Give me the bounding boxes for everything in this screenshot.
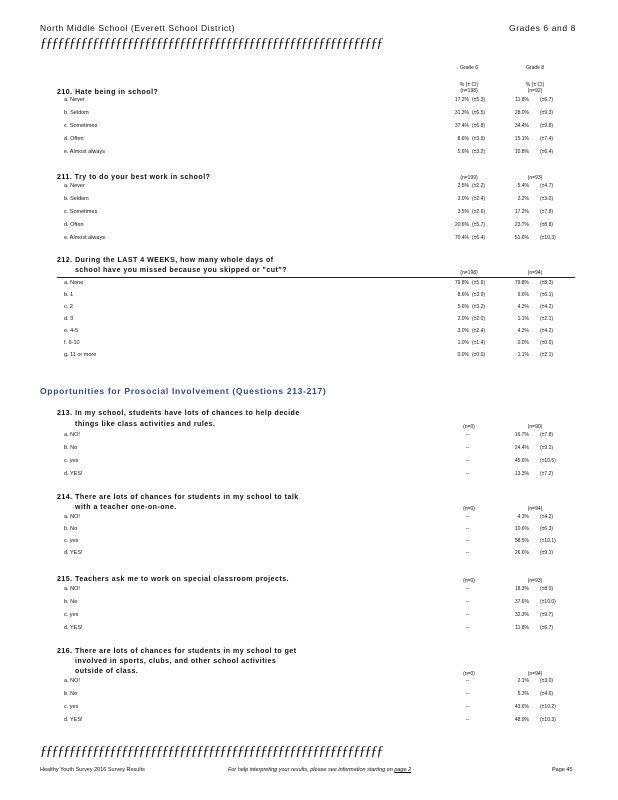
grade6-percent: 20.6%: [454, 222, 469, 228]
table-row: [0, 148, 618, 159]
divider-line: [57, 277, 575, 278]
grade6-percent: 70.4%: [454, 235, 469, 241]
grade6-percent: 2.5%: [457, 183, 469, 189]
grade8-percent: 10.8%: [514, 149, 529, 155]
table-row: [0, 624, 618, 635]
grade8-n: (n=92): [527, 88, 543, 94]
table-row: [0, 598, 618, 609]
question-title-line3: outside of class.: [75, 668, 139, 675]
option-label: b. 1: [64, 292, 74, 298]
table-row: [0, 109, 618, 120]
table-row: [0, 303, 618, 314]
option-label: b. No: [64, 691, 78, 697]
top-divider: ƒƒƒƒƒƒƒƒƒƒƒƒƒƒƒƒƒƒƒƒƒƒƒƒƒƒƒƒƒƒƒƒƒƒƒƒƒƒƒƒƒƒƒƒƒƒƒƒƒƒƒƒƒƒƒƒƒƒƒ: [40, 36, 383, 51]
grade8-ci: (±3.0): [540, 196, 554, 202]
grade8-ci: (±10.3): [540, 717, 556, 723]
table-row: [0, 135, 618, 146]
grade8-ci: (±4.6): [540, 691, 554, 697]
option-label: c. yes: [64, 612, 79, 618]
table-row: [0, 234, 618, 245]
grade8-percent: 45.6%: [514, 458, 529, 464]
option-label: b. Seldom: [64, 196, 89, 202]
table-row: [0, 537, 618, 548]
grade8-percent: 58.5%: [514, 538, 529, 544]
grade8-percent: 37.6%: [514, 599, 529, 605]
table-row: [0, 513, 618, 524]
grade8-percent: 23.7%: [514, 222, 529, 228]
grade8-percent: 4.3%: [517, 304, 529, 310]
table-row: [0, 195, 618, 206]
grade8-ci: (±6.7): [540, 97, 554, 103]
grade8-ci: (±10.3): [540, 235, 556, 241]
grade6-header: Grade 6: [459, 65, 479, 71]
option-label: a. NO!: [64, 586, 80, 592]
grade6-percent: 8.6%: [457, 136, 469, 142]
grade8-ci: (±3.0): [540, 678, 554, 684]
option-label: b. Seldom: [64, 110, 89, 116]
grade8-percent: 1.1%: [517, 316, 529, 322]
grade6-ci: (±6.8): [472, 123, 486, 129]
option-label: b. No: [64, 526, 78, 532]
grade8-percent: 15.1%: [514, 136, 529, 142]
grade8-ci: (±7.8): [540, 432, 554, 438]
option-label: a. NO!: [64, 432, 80, 438]
grade8-n: (n=94): [527, 506, 543, 512]
option-label: c. yes: [64, 538, 79, 544]
grade8-ci: (±6.7): [540, 625, 554, 631]
table-row: [0, 703, 618, 714]
grade6-percent: 31.3%: [454, 110, 469, 116]
grade8-ci: (±10.5): [540, 458, 556, 464]
grade8-percent: 1.1%: [517, 352, 529, 358]
grade6-percent: 3.0%: [457, 328, 469, 334]
question-title-line2: involved in sports, clubs, and other school activities: [75, 658, 277, 665]
grade6-percent: --: [465, 586, 469, 592]
grade8-percent: 11.8%: [515, 97, 529, 103]
grade6-percent: --: [465, 599, 469, 605]
table-row: [0, 677, 618, 688]
grade6-percent: 5.6%: [457, 149, 469, 155]
grade6-n: (n=0): [463, 506, 475, 512]
grade8-n: (n=94): [527, 671, 543, 677]
grade6-percent: --: [465, 514, 469, 520]
grade6-percent: 17.2%: [454, 97, 469, 103]
option-label: d. 3: [64, 316, 74, 322]
table-row: [0, 96, 618, 107]
grade8-ci: (±7.2): [540, 471, 554, 477]
grade6-ci: (±3.9): [472, 136, 486, 142]
grade6-percent: 0.0%: [457, 352, 469, 358]
grade8-percent: 2.2%: [517, 196, 529, 202]
table-row: [0, 315, 618, 326]
table-row: [0, 122, 618, 133]
grade6-ci: (±2.4): [472, 196, 486, 202]
grade6-percent: 3.5%: [457, 209, 469, 215]
section-title: Opportunities for Prosocial Involvement (Questions 213-217): [40, 386, 327, 396]
grade6-percent: 5.6%: [457, 304, 469, 310]
grade8-percent: 4.3%: [517, 514, 529, 520]
grade8-ci: (±7.4): [540, 136, 554, 142]
grade8-ci: (±4.2): [540, 514, 554, 520]
school-name: North Middle School (Everett School District): [40, 23, 236, 33]
grade6-n: (n=198): [460, 270, 478, 276]
option-label: a. None: [64, 280, 84, 286]
grade6-ci: (±2.4): [472, 328, 486, 334]
grade8-percent: 28.0%: [514, 110, 529, 116]
grade8-percent: 5.4%: [517, 183, 529, 189]
grade6-ci: (±1.4): [472, 340, 486, 346]
grade6-n: (n=0): [463, 424, 475, 430]
grade6-ci: (±6.5): [472, 110, 486, 116]
question-title-line2: school have you missed because you skipped or "cut"?: [75, 267, 287, 274]
grade8-ci: (±8.8): [540, 222, 554, 228]
option-label: d. YES!: [64, 625, 83, 631]
grade6-percent: 37.4%: [454, 123, 469, 129]
question-title: 210. Hate being in school?: [57, 89, 159, 96]
table-row: [0, 444, 618, 455]
grade8-percent: 13.3%: [514, 471, 529, 477]
table-row: [0, 291, 618, 302]
grade8-percent: 10.6%: [514, 526, 529, 532]
grade8-n: (n=90): [527, 424, 543, 430]
grade6-percent: --: [465, 538, 469, 544]
grade8-ci: (±4.2): [540, 304, 554, 310]
grade6-percent: 3.0%: [457, 196, 469, 202]
grade8-ci: (±9.8): [540, 123, 554, 129]
grade6-percent: 1.0%: [457, 340, 469, 346]
grade8-percent: 5.3%: [517, 691, 529, 697]
grade6-percent: --: [465, 612, 469, 618]
grade6-ci: (±5.6): [472, 280, 486, 286]
table-row: [0, 208, 618, 219]
question-title-line2: with a teacher one-on-one.: [75, 504, 177, 511]
table-row: [0, 690, 618, 701]
grade6-ci: (±6.4): [472, 235, 486, 241]
grade6-ci: (±2.2): [472, 183, 486, 189]
table-row: [0, 611, 618, 622]
table-row: [0, 470, 618, 481]
grade6-percent: --: [465, 550, 469, 556]
grade8-n: (n=94): [527, 270, 543, 276]
grade8-ci: (±8.0): [540, 586, 554, 592]
grade6-percent: --: [465, 625, 469, 631]
grade8-percent: 48.9%: [514, 717, 529, 723]
question-title: 216. There are lots of chances for students in my school to get: [57, 648, 297, 655]
page-link[interactable]: page 2: [394, 767, 412, 773]
grade8-percent: 34.4%: [514, 123, 529, 129]
grade8-percent: 4.3%: [517, 328, 529, 334]
grade6-percent: --: [465, 717, 469, 723]
grade6-percent: 8.6%: [457, 292, 469, 298]
table-row: [0, 716, 618, 727]
grade8-ci: (±10.2): [540, 704, 556, 710]
grade6-percent: --: [465, 678, 469, 684]
question-title: 215. Teachers ask me to work on special classroom projects.: [57, 576, 290, 583]
option-label: c. yes: [64, 704, 79, 710]
grade6-ci: (±2.0): [472, 316, 486, 322]
grade6-percent: --: [465, 432, 469, 438]
grade8-n: (n=93): [527, 175, 543, 181]
option-label: d. Often: [64, 136, 84, 142]
grade6-stat-header: % (± CI): [459, 82, 479, 88]
grade8-percent: 32.3%: [514, 612, 529, 618]
grade8-ci: (±4.7): [540, 183, 554, 189]
option-label: a. Never: [64, 97, 85, 103]
table-row: [0, 221, 618, 232]
question-title: 214. There are lots of chances for students in my school to talk: [57, 494, 299, 501]
grade6-ci: (±3.9): [472, 292, 486, 298]
grade8-ci: (±10.1): [540, 538, 556, 544]
grade8-ci: (±9.7): [540, 612, 554, 618]
footer-help-label: For help interpreting your results, please see information starting on: [228, 767, 393, 773]
grade8-ci: (±7.8): [540, 209, 554, 215]
option-label: c. Sometimes: [64, 209, 98, 215]
grade8-percent: 0.0%: [517, 340, 529, 346]
question-title: 211. Try to do your best work in school?: [57, 174, 211, 181]
grade8-percent: 26.6%: [514, 550, 529, 556]
grade8-percent: 17.2%: [514, 209, 529, 215]
table-row: [0, 457, 618, 468]
question-title-line2: things like class activities and rules.: [75, 421, 216, 428]
grade8-ci: (±10.0): [540, 599, 556, 605]
grade8-percent: 79.8%: [514, 280, 529, 286]
grade6-percent: --: [465, 704, 469, 710]
option-label: b. No: [64, 599, 78, 605]
grade8-ci: (±2.1): [540, 316, 554, 322]
option-label: e. Almost always: [64, 235, 105, 241]
option-label: d. YES!: [64, 471, 83, 477]
grade8-percent: 9.6%: [517, 292, 529, 298]
grades-label: Grades 6 and 8: [509, 23, 576, 33]
option-label: a. Never: [64, 183, 85, 189]
grade6-percent: 2.0%: [457, 316, 469, 322]
grade8-ci: (±9.3): [540, 110, 554, 116]
option-label: d. YES!: [64, 550, 83, 556]
grade8-ci: (±6.1): [540, 292, 554, 298]
table-row: [0, 525, 618, 536]
grade8-header: Grade 8: [525, 65, 545, 71]
option-label: f. 6-10: [64, 340, 80, 346]
grade8-ci: (±0.0): [540, 340, 554, 346]
grade8-stat-header: % (± CI): [525, 82, 545, 88]
grade8-percent: 24.4%: [514, 445, 529, 451]
grade6-n: (n=0): [463, 578, 475, 584]
grade6-ci: (±5.7): [472, 222, 486, 228]
option-label: a. NO!: [64, 514, 80, 520]
option-label: g. 11 or more: [64, 352, 97, 358]
grade8-percent: 43.6%: [514, 704, 529, 710]
option-label: b. No: [64, 445, 78, 451]
grade6-percent: --: [465, 526, 469, 532]
grade6-percent: --: [465, 458, 469, 464]
table-row: [0, 351, 618, 362]
grade8-n: (n=93): [527, 578, 543, 584]
grade8-ci: (±9.1): [540, 550, 554, 556]
footer-survey-name: Healthy Youth Survey 2016 Survey Results: [40, 767, 145, 773]
grade6-percent: 79.8%: [454, 280, 469, 286]
option-label: d. YES!: [64, 717, 83, 723]
table-row: [0, 549, 618, 560]
grade6-percent: --: [465, 445, 469, 451]
grade6-percent: --: [465, 691, 469, 697]
table-row: [0, 339, 618, 350]
grade6-n: (n=0): [463, 671, 475, 677]
grade8-ci: (±9.1): [540, 445, 554, 451]
option-label: d. Often: [64, 222, 84, 228]
grade6-n: (n=199): [460, 175, 478, 181]
grade8-ci: (±6.4): [540, 149, 554, 155]
table-row: [0, 585, 618, 596]
table-row: [0, 279, 618, 290]
option-label: c. 2: [64, 304, 73, 310]
grade8-percent: 16.7%: [514, 432, 529, 438]
option-label: e. Almost always: [64, 149, 105, 155]
question-title: 213. In my school, students have lots of chances to help decide: [57, 410, 300, 417]
option-label: e. 4-5: [64, 328, 79, 334]
option-label: c. Sometimes: [64, 123, 98, 129]
grade8-percent: 51.6%: [514, 235, 529, 241]
table-row: [0, 182, 618, 193]
grade8-ci: (±8.3): [540, 280, 554, 286]
option-label: a. NO!: [64, 678, 80, 684]
footer-help-text: [228, 767, 411, 773]
grade6-n: (n=198): [460, 88, 478, 94]
table-row: [0, 327, 618, 338]
page-number: Page 45: [552, 767, 573, 773]
grade8-percent: 2.1%: [517, 678, 529, 684]
grade6-ci: (±3.2): [472, 149, 486, 155]
grade8-percent: 18.3%: [514, 586, 529, 592]
table-row: [0, 431, 618, 442]
question-title: 212. During the LAST 4 WEEKS, how many whole days of: [57, 257, 274, 264]
grade8-percent: 11.8%: [515, 625, 529, 631]
option-label: c. yes: [64, 458, 79, 464]
grade6-percent: --: [465, 471, 469, 477]
grade8-ci: (±4.2): [540, 328, 554, 334]
grade8-ci: (±6.3): [540, 526, 554, 532]
grade6-ci: (±3.2): [472, 304, 486, 310]
bottom-divider: ƒƒƒƒƒƒƒƒƒƒƒƒƒƒƒƒƒƒƒƒƒƒƒƒƒƒƒƒƒƒƒƒƒƒƒƒƒƒƒƒƒƒƒƒƒƒƒƒƒƒƒƒƒƒƒƒƒƒƒ: [40, 744, 383, 759]
grade6-ci: (±0.0): [472, 352, 486, 358]
grade8-ci: (±2.1): [540, 352, 554, 358]
grade6-ci: (±5.3): [472, 97, 486, 103]
grade6-ci: (±2.6): [472, 209, 486, 215]
